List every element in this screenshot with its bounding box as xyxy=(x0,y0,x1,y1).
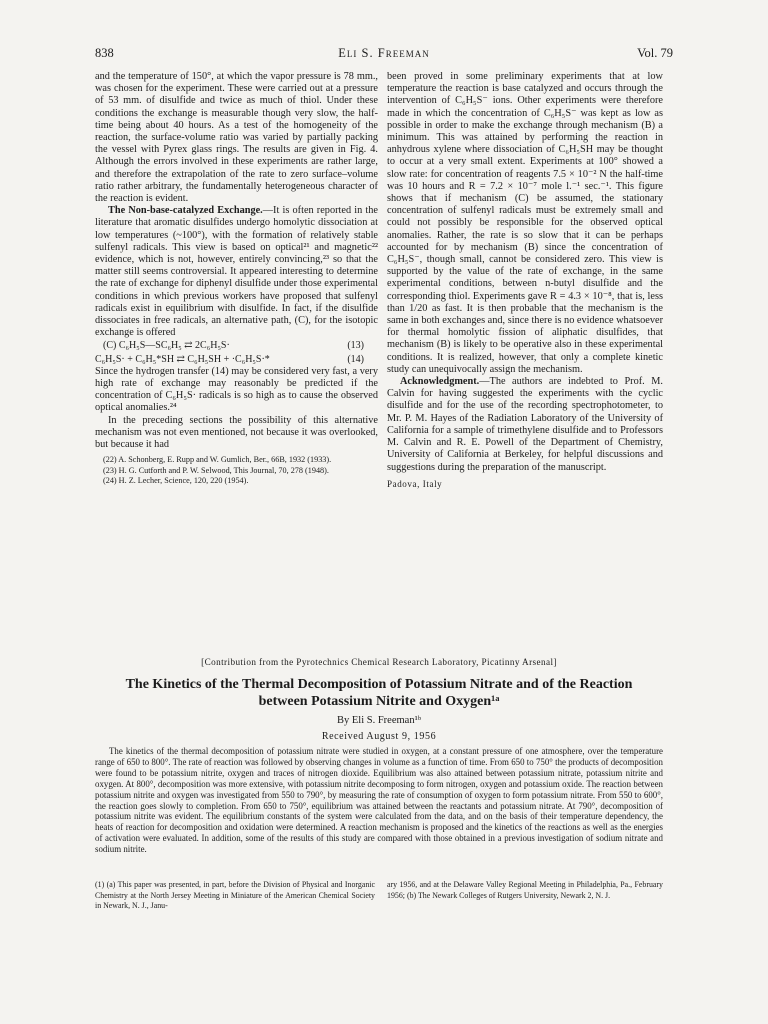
volume-label: Vol. 79 xyxy=(637,46,673,60)
paragraph: Acknowledgment.—The authors are indebted to Prof. M. Calvin for having suggested the experiments with the cyclic disulfide and for the use of the recording spectrophotometer, to Mr. P. M. Hayes of the Radiation Laboratory of the University of California for a sample of trimethylene disulfide and to Professors M. Calvin and R. E. Powell of the Department of Chemistry, University of California at Berkeley, for helpful discussions and suggestions during the preparation of the manuscript. xyxy=(387,376,663,473)
footnote: (22) A. Schonberg, E. Rupp and W. Gumlich, Ber., 66B, 1932 (1933). xyxy=(103,455,332,465)
footnote-right: ary 1956, and at the Delaware Valley Regional Meeting in Philadelphia, Pa., February 1956; (b) The Newark Colleges of Rutgers University, Newark 2, N. J. xyxy=(387,880,663,900)
right-column xyxy=(387,71,663,490)
footnote-left: (1) (a) This paper was presented, in part, before the Division of Physical and Inorganic Chemistry at the North Jersey Meeting in Miniature of the American Chemical Society in Newark, N. J., Janu- xyxy=(95,880,375,910)
section-heading: The Non-base-catalyzed Exchange. xyxy=(108,205,263,217)
left-column xyxy=(95,71,378,487)
running-title: Eli S. Freeman xyxy=(338,46,430,60)
paragraph: The Non-base-catalyzed Exchange.—It is often reported in the literature that aromatic disulfides undergo homolytic dissociation at low temperatures (~100°), with the formation of relatively stable sulfenyl radicals. This view is based on optical²¹ and magnetic²² evidence, which is not, however, entirely convincing,²³ so that the matter still seems controversial. It appeared interesting to determine the rate of exchange for diphenyl disulfide under those experimental conditions in which previous workers have proposed that sulfenyl radicals exist in equilibrium with disulfide. In fact, if the disulfide dissociates in free radicals, an alternative path, (C), for the isotopic exchange is offered xyxy=(95,205,378,339)
contribution-note: [Contribution from the Pyrotechnics Chemical Research Laboratory, Picatinny Arsenal] xyxy=(201,657,557,667)
paragraph: been proved in some preliminary experiments that at low temperature the reaction is base catalyzed and occurs through the intervention of C₆H₅S⁻ ions. Other experiments were therefore made in which the concentration of C₆H₅S⁻ was kept as low as possible in order to make the exchange through mechanism (B) a minimum. This was attained by performing the reaction in anhydrous xylene where dissociation of C₆H₅SH may be thought to occur at a very small extent. Experiments at 100° showed a slow rate: for concentration of reagents 7.5 × 10⁻² N the half-time was 10 hours and R = 7.2 × 10⁻⁷ mole l.⁻¹ sec.⁻¹. This figure shows that if mechanism (C) be assumed, the stationary concentration of sulfenyl radicals must be extremely small and could not possibly be responsible for the observed optical anomalies. Rather, the rate is so slow that it can be perhaps accounted for by mechanism (B) since the concentration of C₆H₅S⁻, though small, cannot be considered zero. This view is supported by the value of the rate of exchange, in the same experimental conditions, between n-butyl disulfide and the corresponding thiol. Experiments gave R = 4.3 × 10⁻⁸, that is, less than 1/20 as fast. It is then probable that the mechanism is the same in both exchanges and, since there is no evidence whatsoever for thermal homolytic fission of aliphatic disulfides, that mechanism (B) is likely to be operative also in these experimental conditions. It is realized, however, that only a complete kinetic study can unequivocally assign the mechanism. xyxy=(387,71,663,375)
paragraph: Since the hydrogen transfer (14) may be considered very fast, a very high rate of exchange may reasonably be predicted if the concentration of C₆H₅S· radicals is so high as to cause the observed optical anomalies.²⁴ xyxy=(95,365,378,414)
page-header xyxy=(95,46,673,62)
paragraph: and the temperature of 150°, at which the vapor pressure is 78 mm., was chosen for the experiment. These were carried out at a pressure of 53 mm. of disulfide and twice as much of thiol. Under these conditions the exchange is measurable though very slow, the half-time being about 40 hours. As a test of the homogeneity of the reaction, the surface-volume ratio was varied by partially packing the vessel with Pyrex glass rings. The results are given in Fig. 4. Although the errors involved in these experiments are rather large, and therefore the extrapolation of the rate to zero surface–volume ratio rather arbitrary, the fundamentally heterogeneous character of the reaction is evident. xyxy=(95,71,378,205)
equation-13: (C) C₆H₅S—SC₆H₅ ⇄ 2C₆H₅S· (13) xyxy=(103,340,364,352)
footnote: (23) H. G. Cutforth and P. W. Selwood, This Journal, 70, 278 (1948). xyxy=(103,465,329,475)
affiliation-place: Padova, Italy xyxy=(387,478,443,489)
received-date: Received August 9, 1956 xyxy=(321,731,437,742)
equation-14: C₆H₅S· + C₆H₅*SH ⇄ C₆H₅SH + ·C₆H₅S·* (14) xyxy=(95,353,364,365)
abstract: The kinetics of the thermal decomposition of potassium nitrate were studied in oxygen, at a constant pressure of one atmosphere, over the temperature range of 650 to 800°. The rate of reaction was followed by observing changes in volume as a function of time. From 650 to 750° the products of decomposition were found to be potassium nitrite, oxygen and traces of nitrogen dioxide. Equilibrium was also attained between potassium nitrate, potassium nitrite and oxygen. At 800°, decomposition was more extensive, with potassium nitrite decomposing to form nitrogen, oxygen and potassium oxide. The reaction between potassium nitrite and oxygen was investigated from 550 to 790°, by measuring the rate of consumption of oxygen to form potassium nitrate. From 550 to 600°, the reaction goes slowly to completion. From 650 to 750°, equilibrium was attained between the reactants and potassium nitrate. At 790°, decomposition of potassium nitrite was evident. The equilibrium constants of the system were calculated from the data, and on the basis of their temperature dependency, the heats of reaction for decomposition and oxidation were determined. A reaction mechanism is proposed and the kinetics of the reactions as well as the energies of activation were evaluated. In addition, some of the results of this study are compared with those obtained in a previous investigation of sodium nitrate and sodium nitrite. xyxy=(95,746,663,855)
author-byline: By Eli S. Freeman¹ᵇ xyxy=(337,715,421,726)
paragraph: In the preceding sections the possibility of this alternative mechanism was not even mentioned, not because it was overlooked, but because it had xyxy=(95,414,378,451)
section-heading: Acknowledgment. xyxy=(400,376,480,388)
article-title: The Kinetics of the Thermal Decomposition of Potassium Nitrate and of the Reaction between Potassium Nitrite and Oxygen¹ᵃ xyxy=(125,677,633,709)
footnote: (24) H. Z. Lecher, Science, 120, 220 (1954). xyxy=(103,476,249,486)
footnotes xyxy=(95,455,378,487)
page-number: 838 xyxy=(95,46,114,60)
